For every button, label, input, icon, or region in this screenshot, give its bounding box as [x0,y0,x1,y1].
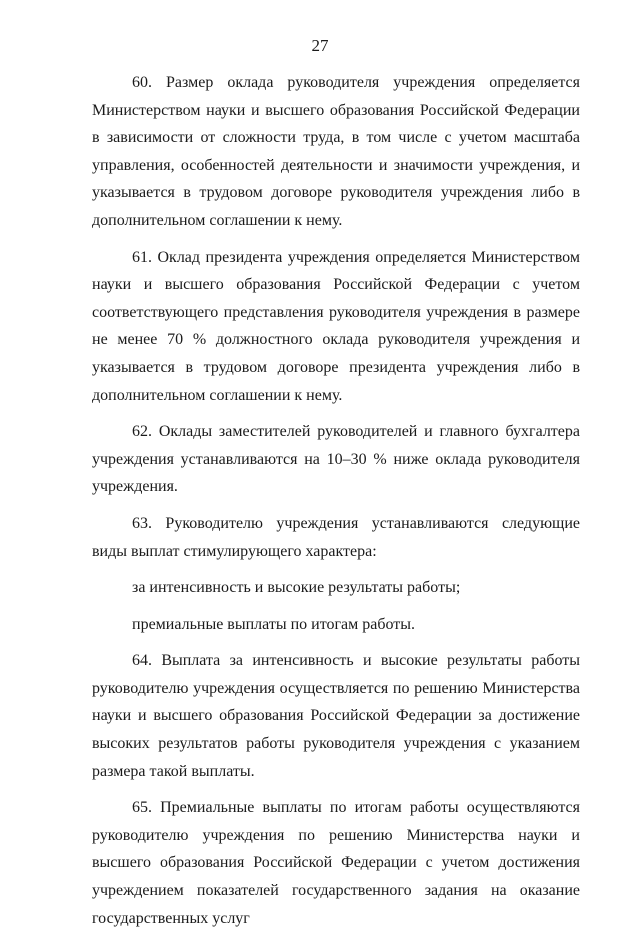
paragraph-63: 63. Руководителю учреждения устанавливаются следующие виды выплат стимулирующего характера: [92,514,580,560]
paragraph-62: 62. Оклады заместителей руководителей и главного бухгалтера учреждения устанавливаются на 10–30 % ниже оклада руководителя учреждения. [92,423,580,496]
list-item-intensity: за интенсивность и высокие результаты работы; [132,579,461,597]
paragraph-64: 64. Выплата за интенсивность и высокие результаты работы руководителю учреждения осуществляется по решению Министерства науки и высшего образования Российской Федерации за достижение высоких результатов работы руководителя учреждения с указанием размера такой выплаты. [92,652,580,780]
paragraph-60: 60. Размер оклада руководителя учреждения определяется Министерством науки и высшего образования Российской Федерации в зависимости от сложности труда, в том числе с учетом масштаба управления, особенностей деятельности и значимости учреждения, и указывается в трудовом договоре руководителя учреждения либо в дополнительном соглашении к нему. [92,74,580,229]
paragraph-61: 61. Оклад президента учреждения определяется Министерством науки и высшего образования Российской Федерации с учетом соответствующего представления руководителя учреждения в размере не менее 70 % должностного оклада руководителя учреждения и указывается в трудовом договоре президента учреждения либо в дополнительном соглашении к нему. [92,248,580,404]
page-number: 27 [311,36,329,55]
document-body [92,69,580,932]
paragraph-65: 65. Премиальные выплаты по итогам работы осуществляются руководителю учреждения по решению Министерства науки и высшего образования Российской Федерации с учетом достижения учреждением показателей государственного задания на оказание государственных услуг [92,799,580,927]
list-item-bonus: премиальные выплаты по итогам работы. [132,615,416,633]
